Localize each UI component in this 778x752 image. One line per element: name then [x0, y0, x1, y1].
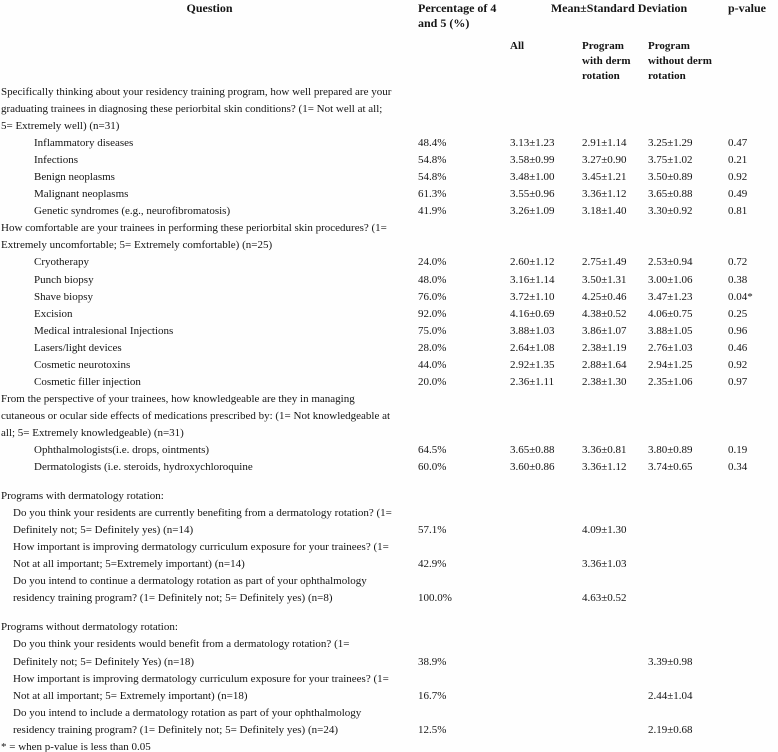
mean-with-derm-cell: 4.25±0.46 — [582, 290, 627, 303]
question-cell: Definitely not; 5= Definitely yes) (n=14) — [13, 524, 194, 537]
table-body — [1, 84, 778, 739]
percentage-cell: 54.8% — [418, 154, 447, 167]
p-value-cell: 0.47 — [728, 137, 748, 150]
p-value-cell: 0.38 — [728, 273, 748, 286]
column-header-question: Question — [186, 1, 233, 15]
mean-all-cell: 3.60±0.86 — [510, 461, 555, 474]
percentage-cell: 48.4% — [418, 137, 447, 150]
mean-with-derm-cell: 4.63±0.52 — [582, 592, 627, 605]
mean-without-derm-cell: 4.06±0.75 — [648, 307, 693, 320]
mean-with-derm-cell: 2.38±1.30 — [582, 375, 627, 388]
question-text-line: Specifically thinking about your residency training program, how well prepared are your — [1, 86, 392, 98]
mean-all-cell: 3.48±1.00 — [510, 171, 555, 184]
mean-with-derm-cell: 3.45±1.21 — [582, 171, 627, 184]
p-value-cell: 0.97 — [728, 375, 748, 388]
p-value-cell: 0.49 — [728, 188, 748, 201]
p-value-cell: 0.04* — [728, 290, 753, 303]
question-cell: Benign neoplasms — [34, 171, 115, 184]
p-value-cell: 0.92 — [728, 171, 748, 184]
question-cell: Not at all important; 5= Extremely important) (n=18) — [13, 689, 248, 702]
percentage-cell: 44.0% — [418, 358, 447, 371]
question-text-line: Extremely uncomfortable; 5= Extremely comfortable) (n=25) — [1, 239, 273, 252]
percentage-cell: 57.1% — [418, 524, 447, 537]
mean-with-derm-cell: 2.88±1.64 — [582, 358, 627, 371]
mean-all-cell: 3.26±1.09 — [510, 205, 555, 218]
mean-without-derm-cell: 3.30±0.92 — [648, 205, 693, 218]
group-title: Programs with dermatology rotation: — [1, 490, 164, 503]
mean-with-derm-cell: 4.09±1.30 — [582, 524, 627, 537]
subcolumn-header-with-derm: Program with derm rotation — [582, 40, 631, 82]
mean-without-derm-cell: 3.80±0.89 — [648, 443, 693, 456]
mean-all-cell: 2.92±1.35 — [510, 358, 555, 371]
mean-all-cell: 4.16±0.69 — [510, 307, 555, 320]
table-row — [1, 459, 778, 476]
mean-with-derm-cell: 3.86±1.07 — [582, 324, 627, 337]
question-cell: Punch biopsy — [34, 273, 94, 286]
question-cell: Definitely not; 5= Definitely Yes) (n=18) — [13, 655, 195, 668]
p-value-cell: 0.21 — [728, 154, 748, 167]
group-title: Programs without dermatology rotation: — [1, 621, 178, 634]
percentage-cell: 12.5% — [418, 723, 447, 736]
mean-without-derm-cell: 2.94±1.25 — [648, 358, 693, 371]
percentage-cell: 20.0% — [418, 375, 447, 388]
percentage-cell: 76.0% — [418, 290, 447, 303]
mean-without-derm-cell: 3.00±1.06 — [648, 273, 693, 286]
table-row — [1, 374, 778, 391]
question-cell: Cosmetic filler injection — [34, 375, 141, 388]
table-row — [1, 340, 778, 357]
mean-without-derm-cell: 3.47±1.23 — [648, 290, 693, 303]
mean-all-cell: 3.65±0.88 — [510, 443, 555, 456]
table-row — [1, 357, 778, 374]
question-text-line: graduating trainees in diagnosing these periorbital skin conditions? (1= Not well at all; — [1, 103, 383, 116]
p-value-cell: 0.25 — [728, 307, 748, 320]
mean-all-cell: 3.55±0.96 — [510, 188, 555, 201]
mean-without-derm-cell: 3.65±0.88 — [648, 188, 693, 201]
mean-all-cell: 3.13±1.23 — [510, 137, 555, 150]
table-row — [1, 522, 778, 539]
question-text-line: How comfortable are your trainees in performing these periorbital skin procedures? (1= — [1, 222, 387, 235]
table-header-row — [1, 1, 778, 31]
question-cell: Cosmetic neurotoxins — [34, 358, 131, 371]
table-row — [1, 186, 778, 203]
mean-with-derm-cell: 2.38±1.19 — [582, 341, 627, 354]
mean-without-derm-cell: 3.25±1.29 — [648, 137, 693, 150]
mean-with-derm-cell: 3.36±1.03 — [582, 558, 627, 571]
question-text-line: Do you intend to continue a dermatology rotation as part of your ophthalmology — [13, 575, 367, 588]
question-text-line: From the perspective of your trainees, how knowledgeable are they in managing — [1, 392, 355, 405]
p-value-cell: 0.34 — [728, 461, 748, 474]
mean-all-cell: 2.64±1.08 — [510, 341, 555, 354]
table-row — [1, 654, 778, 671]
mean-without-derm-cell: 2.53±0.94 — [648, 256, 693, 269]
subcolumn-header-without-derm: Program without derm rotation — [648, 40, 712, 82]
mean-with-derm-cell: 2.91±1.14 — [582, 137, 627, 150]
percentage-cell: 75.0% — [418, 324, 447, 337]
question-cell: Lasers/light devices — [34, 341, 122, 354]
p-value-cell: 0.46 — [728, 341, 748, 354]
question-cell: Excision — [34, 307, 73, 320]
question-cell: Cryotherapy — [34, 256, 89, 269]
percentage-cell: 92.0% — [418, 307, 447, 320]
question-text-line: all; 5= Extremely knowledgeable) (n=31) — [1, 426, 184, 439]
percentage-cell: 100.0% — [418, 592, 452, 605]
question-cell: Dermatologists (i.e. steroids, hydroxychloroquine — [34, 461, 253, 474]
table-footnote: * = when p-value is less than 0.05 — [1, 740, 151, 752]
table-row — [1, 722, 778, 739]
subcolumn-header-all: All — [510, 40, 525, 52]
mean-without-derm-cell: 3.88±1.05 — [648, 324, 693, 337]
p-value-cell: 0.92 — [728, 358, 748, 371]
percentage-cell: 64.5% — [418, 443, 447, 456]
mean-all-cell: 3.16±1.14 — [510, 273, 555, 286]
mean-without-derm-cell: 2.35±1.06 — [648, 375, 693, 388]
table-row — [1, 323, 778, 340]
question-cell: Infections — [34, 154, 78, 167]
table-row — [1, 152, 778, 169]
percentage-cell: 54.8% — [418, 171, 447, 184]
mean-all-cell: 2.36±1.11 — [510, 375, 555, 388]
table-row — [1, 688, 778, 705]
p-value-cell: 0.81 — [728, 205, 748, 218]
percentage-cell: 61.3% — [418, 188, 447, 201]
mean-with-derm-cell: 3.27±0.90 — [582, 154, 627, 167]
question-text-line: Do you think your residents are currently benefiting from a dermatology rotation? (1= — [13, 507, 392, 520]
section-spacer — [1, 607, 778, 619]
mean-without-derm-cell: 3.75±1.02 — [648, 154, 693, 167]
mean-with-derm-cell: 2.75±1.49 — [582, 256, 627, 269]
question-cell: residency training program? (1= Definitely not; 5= Definitely yes) (n=24) — [13, 723, 338, 736]
column-header-percentage: Percentage of 4 and 5 (%) — [418, 1, 497, 30]
question-cell: residency training program? (1= Definitely not; 5= Definitely yes) (n=8) — [13, 592, 333, 605]
table-row — [1, 272, 778, 289]
table-row — [1, 254, 778, 271]
column-header-mean-sd: Mean±Standard Deviation — [550, 1, 688, 15]
percentage-cell: 42.9% — [418, 558, 447, 571]
mean-with-derm-cell: 3.18±1.40 — [582, 205, 627, 218]
mean-without-derm-cell: 2.44±1.04 — [648, 689, 693, 702]
percentage-cell: 16.7% — [418, 689, 447, 702]
table-row — [1, 306, 778, 323]
mean-with-derm-cell: 4.38±0.52 — [582, 307, 627, 320]
p-value-cell: 0.96 — [728, 324, 748, 337]
table-subheader-row — [1, 39, 778, 84]
question-text-line: Do you think your residents would benefit from a dermatology rotation? (1= — [13, 638, 350, 651]
table-row — [1, 442, 778, 459]
percentage-cell: 28.0% — [418, 341, 447, 354]
mean-all-cell: 3.58±0.99 — [510, 154, 555, 167]
question-cell: Shave biopsy — [34, 290, 93, 303]
percentage-cell: 60.0% — [418, 461, 447, 474]
question-cell: Not at all important; 5=Extremely important) (n=14) — [13, 558, 245, 571]
mean-with-derm-cell: 3.36±0.81 — [582, 443, 627, 456]
mean-without-derm-cell: 3.39±0.98 — [648, 655, 693, 668]
mean-without-derm-cell: 2.76±1.03 — [648, 341, 693, 354]
table-row — [1, 169, 778, 186]
question-text-line: 5= Extremely well) (n=31) — [1, 120, 120, 133]
question-text-line: Do you intend to include a dermatology rotation as part of your ophthalmology — [13, 706, 362, 719]
mean-with-derm-cell: 3.50±1.31 — [582, 273, 627, 286]
question-cell: Medical intralesional Injections — [34, 324, 174, 337]
p-value-cell: 0.72 — [728, 256, 748, 269]
mean-all-cell: 3.88±1.03 — [510, 324, 555, 337]
percentage-cell: 41.9% — [418, 205, 447, 218]
question-cell: Malignant neoplasms — [34, 188, 129, 201]
mean-with-derm-cell: 3.36±1.12 — [582, 188, 627, 201]
question-cell: Genetic syndromes (e.g., neurofibromatosis) — [34, 205, 231, 218]
table-row — [1, 289, 778, 306]
column-header-p-value: p-value — [728, 1, 767, 15]
mean-with-derm-cell: 3.36±1.12 — [582, 461, 627, 474]
table-row — [1, 590, 778, 607]
percentage-cell: 38.9% — [418, 655, 447, 668]
table-row — [1, 135, 778, 152]
mean-without-derm-cell: 3.74±0.65 — [648, 461, 693, 474]
table-row — [1, 556, 778, 573]
mean-without-derm-cell: 3.50±0.89 — [648, 171, 693, 184]
mean-without-derm-cell: 2.19±0.68 — [648, 723, 693, 736]
question-cell: Ophthalmologists(i.e. drops, ointments) — [34, 443, 210, 456]
question-text-line: How important is improving dermatology curriculum exposure for your trainees? (1= — [13, 672, 389, 685]
percentage-cell: 48.0% — [418, 273, 447, 286]
mean-all-cell: 2.60±1.12 — [510, 256, 555, 269]
percentage-cell: 24.0% — [418, 256, 447, 269]
question-cell: Inflammatory diseases — [34, 137, 134, 150]
section-spacer — [1, 476, 778, 488]
table-row — [1, 203, 778, 220]
mean-all-cell: 3.72±1.10 — [510, 290, 555, 303]
question-text-line: cutaneous or ocular side effects of medications prescribed by: (1= Not knowledgeable at — [1, 409, 391, 422]
question-text-line: How important is improving dermatology curriculum exposure for your trainees? (1= — [13, 541, 389, 554]
p-value-cell: 0.19 — [728, 443, 748, 456]
